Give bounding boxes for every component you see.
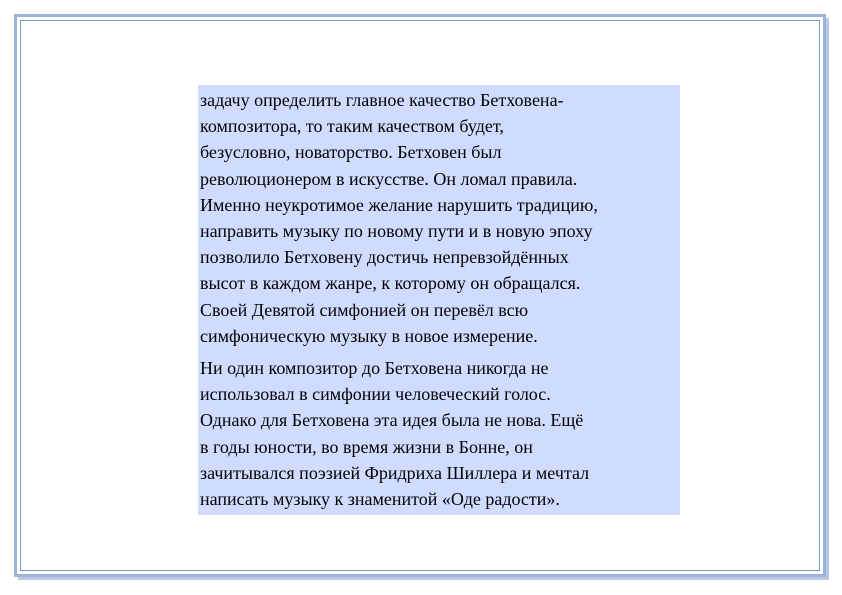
text-line: безусловно, новаторство. Бетховен был	[200, 142, 502, 163]
text-line: зачитывался поэзией Фридриха Шиллера и мечтал	[200, 462, 590, 483]
text-line: революционером в искусстве. Он ломал правила.	[200, 168, 578, 189]
frame-shadow-bottom	[18, 577, 829, 580]
paragraph-2	[200, 355, 680, 512]
text-line: композитора, то таким качеством будет,	[200, 116, 504, 137]
text-line: Своей Девятой симфонией он перевёл всю	[200, 299, 529, 320]
text-line: в годы юности, во время жизни в Бонне, он	[200, 436, 533, 457]
text-line: задачу определить главное качество Бетховена-	[200, 90, 564, 110]
text-line: использовал в симфонии человеческий голос.	[200, 384, 551, 405]
text-line: симфоническую музыку в новое измерение.	[200, 325, 538, 346]
text-line: Ни один композитор до Бетховена никогда не	[200, 358, 549, 379]
text-line: Именно неукротимое желание нарушить традицию,	[200, 194, 598, 215]
text-line: направить музыку по новому пути и в новую эпоху	[200, 221, 593, 242]
text-line: написать музыку к знаменитой «Оде радости».	[200, 489, 560, 510]
text-box[interactable]	[198, 85, 680, 515]
text-line: высот в каждом жанре, к которому он обращался.	[200, 273, 581, 294]
paragraph-1	[200, 87, 680, 349]
text-line: позволило Бетховену достичь непревзойдённых	[200, 247, 569, 268]
frame-shadow-right	[826, 18, 829, 580]
text-line: Однако для Бетховена эта идея была не нова. Ещё	[200, 410, 584, 431]
